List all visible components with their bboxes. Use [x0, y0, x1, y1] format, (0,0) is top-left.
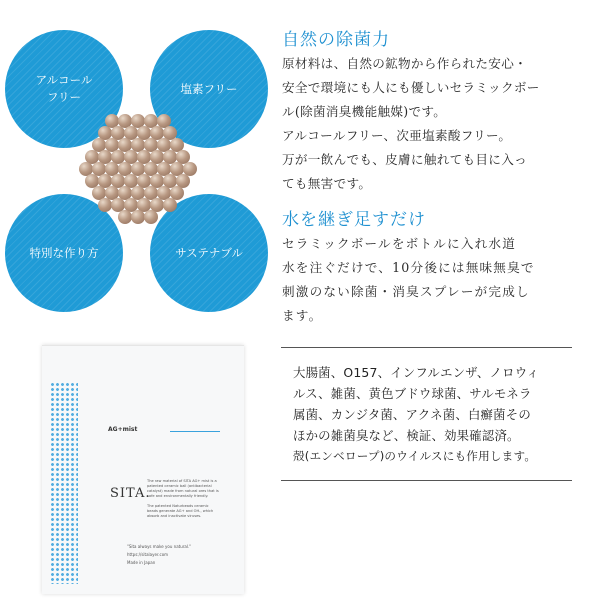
package-desc-line: beads generate AG+ and OH-, which [147, 509, 214, 513]
section2-body [282, 232, 535, 328]
package-desc-line: safe and environmentally friendly. [147, 494, 209, 498]
ceramic-ball [144, 210, 158, 224]
section2-line: 刺激のない除菌・消臭スプレーが完成し [282, 284, 530, 299]
section1-line: ても無害です。 [282, 176, 372, 191]
feature-label: 特別な作り方 [29, 245, 99, 260]
product-package [42, 345, 244, 594]
section1-heading: 自然の除菌力 [282, 30, 390, 50]
package-desc-line: patented ceramic ball (antibacterial [147, 484, 212, 488]
section2-line: 水を注ぐだけで、10分後には無味無臭で [282, 260, 535, 275]
package-footer [127, 543, 191, 567]
ceramic-balls-image [76, 101, 198, 233]
package-desc-line: absorb and inactivate viruses. [147, 514, 202, 518]
dot-pattern [50, 382, 78, 584]
section1-line: 万が一飲んでも、皮膚に触れても目に入っ [282, 152, 527, 167]
package-desc-line: catalyst) made from natural ores that is [147, 489, 219, 493]
package-desc2 [147, 504, 213, 519]
feature-label-line2: フリー [46, 90, 82, 104]
feature-label-line1: アルコール [35, 73, 93, 87]
package-desc1 [147, 479, 219, 499]
section1-line: 安全で環境にも人にも優しいセラミックボー [282, 80, 540, 95]
ceramic-ball [118, 210, 132, 224]
package-tagline: "Sita always make you natural." [127, 544, 192, 549]
section2-line: ます。 [282, 308, 323, 323]
section2-line: セラミックボールをボトルに入れ水道 [282, 236, 516, 251]
brand-logo: SITA. [110, 486, 151, 501]
effects-line: ほかの雑菌臭など、検証、効果確認済。 [293, 428, 520, 443]
section1-body [282, 52, 540, 196]
package-origin: Made in Japan [127, 560, 156, 565]
section1-line: ル(除菌消臭機能触媒)です。 [282, 104, 447, 119]
section1-line: アルコールフリー、次亜塩素酸フリー。 [282, 128, 512, 143]
effects-line: ルス、雑菌、黄色ブドウ球菌、サルモネラ [293, 386, 532, 401]
product-name: AG+mist [108, 426, 138, 433]
effects-line: 殻(エンベロープ)のウイルスにも作用します。 [293, 449, 537, 463]
product-name-rule [170, 431, 220, 432]
effects-line: 大腸菌、O157、インフルエンザ、ノロウィ [293, 365, 540, 380]
effects-box [281, 347, 572, 481]
package-desc-line: The raw material of SITA AG+ mist is a [147, 479, 217, 483]
feature-label: サステナブル [175, 245, 243, 260]
effects-line: 属菌、カンジタ菌、アクネ菌、白癬菌その [293, 407, 531, 422]
effects-text [293, 362, 539, 467]
feature-label: 塩素フリー [180, 81, 238, 96]
ceramic-ball [131, 210, 145, 224]
section1-line: 原材料は、自然の鉱物から作られた安心・ [282, 56, 527, 71]
package-desc-line: The patented Naturbeads ceramic [147, 504, 209, 508]
ceramic-ball [163, 198, 177, 212]
ceramic-ball [98, 198, 112, 212]
package-url: https://sitalayer.com [127, 552, 169, 557]
section2-heading: 水を継ぎ足すだけ [282, 210, 426, 230]
